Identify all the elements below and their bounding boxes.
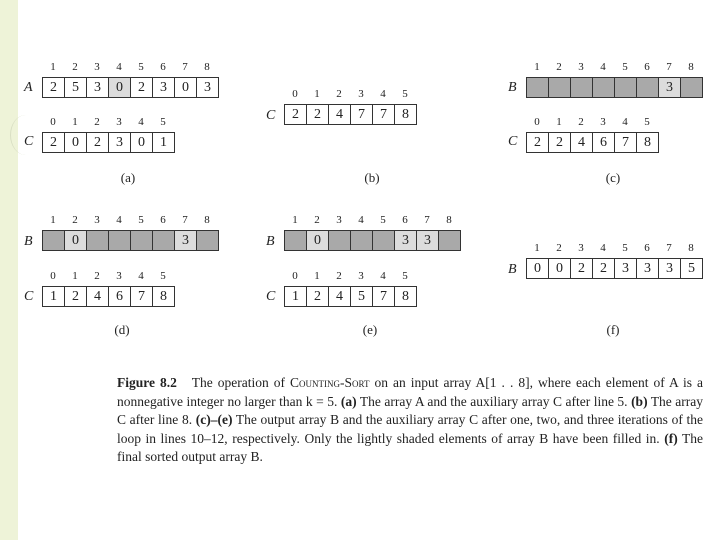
array-cell xyxy=(131,231,153,250)
array-index: 2 xyxy=(556,242,562,254)
array-cell: 0 xyxy=(527,259,549,278)
array-index: 8 xyxy=(688,61,694,73)
array-cell: 4 xyxy=(571,133,593,152)
array-label-b: B xyxy=(508,80,517,95)
caption-ce-text: The output array B and the auxiliary array C after one, two, and three iterations of the loop in lines 10–12, respectively. Only the lightly shaded elements of array B have been filled in. xyxy=(117,412,703,446)
array-cell: 1 xyxy=(285,287,307,306)
array-index: 6 xyxy=(644,242,650,254)
array-cell xyxy=(593,78,615,97)
array-c xyxy=(42,132,175,153)
array-cell: 3 xyxy=(659,78,681,97)
array-index: 2 xyxy=(72,214,78,226)
array-index: 6 xyxy=(644,61,650,73)
array-b xyxy=(526,258,703,279)
figure-caption xyxy=(117,374,703,467)
array-index: 3 xyxy=(578,61,584,73)
array-cell: 0 xyxy=(65,231,87,250)
array-cell xyxy=(351,231,373,250)
array-index: 3 xyxy=(336,214,342,226)
array-index: 8 xyxy=(204,214,210,226)
array-cell xyxy=(527,78,549,97)
array-index: 0 xyxy=(534,116,540,128)
array-b xyxy=(284,230,461,251)
array-index: 8 xyxy=(446,214,452,226)
array-index: 2 xyxy=(336,88,342,100)
array-cell: 3 xyxy=(659,259,681,278)
array-cell: 7 xyxy=(351,105,373,124)
array-index: 1 xyxy=(50,61,56,73)
array-cell xyxy=(681,78,702,97)
array-label-b: B xyxy=(24,234,33,249)
array-index: 3 xyxy=(358,270,364,282)
array-index: 6 xyxy=(402,214,408,226)
array-index: 1 xyxy=(534,242,540,254)
array-cell xyxy=(87,231,109,250)
array-c xyxy=(284,286,417,307)
array-cell: 2 xyxy=(65,287,87,306)
array-index: 0 xyxy=(292,88,298,100)
array-b xyxy=(42,230,219,251)
array-cell: 7 xyxy=(373,105,395,124)
array-cell: 4 xyxy=(329,105,351,124)
array-cell: 2 xyxy=(549,133,571,152)
array-index: 1 xyxy=(556,116,562,128)
array-cell: 7 xyxy=(615,133,637,152)
array-index: 5 xyxy=(160,270,166,282)
array-index: 5 xyxy=(138,61,144,73)
array-label-c: C xyxy=(266,108,276,123)
array-index: 2 xyxy=(556,61,562,73)
array-cell xyxy=(373,231,395,250)
array-index: 5 xyxy=(622,61,628,73)
array-index: 4 xyxy=(138,116,144,128)
array-index: 6 xyxy=(160,214,166,226)
array-cell: 0 xyxy=(549,259,571,278)
array-cell: 2 xyxy=(43,78,65,97)
array-c xyxy=(284,104,417,125)
array-index: 8 xyxy=(204,61,210,73)
array-index: 0 xyxy=(292,270,298,282)
array-cell xyxy=(43,231,65,250)
array-cell: 3 xyxy=(153,78,175,97)
caption-text-1: The operation of xyxy=(191,375,285,390)
array-a xyxy=(42,77,219,98)
array-cell: 8 xyxy=(395,105,416,124)
array-cell: 3 xyxy=(109,133,131,152)
array-index: 0 xyxy=(50,270,56,282)
array-cell xyxy=(549,78,571,97)
array-label-c: C xyxy=(24,134,34,149)
array-index: 7 xyxy=(182,214,188,226)
caption-a-text: The array A and the auxiliary array C after line 5. xyxy=(359,393,628,409)
caption-ce-label: (c)–(e) xyxy=(195,412,233,428)
array-cell: 2 xyxy=(285,105,307,124)
array-index: 5 xyxy=(160,116,166,128)
panel-caption-a: (a) xyxy=(120,170,136,185)
array-cell: 2 xyxy=(527,133,549,152)
array-cell: 7 xyxy=(131,287,153,306)
array-cell: 2 xyxy=(307,287,329,306)
array-cell: 0 xyxy=(175,78,197,97)
panel-caption-f: (f) xyxy=(606,322,620,337)
array-index: 0 xyxy=(50,116,56,128)
caption-b-label: (b) xyxy=(631,393,648,409)
array-index: 1 xyxy=(72,270,78,282)
array-index: 3 xyxy=(94,61,100,73)
array-cell: 6 xyxy=(593,133,615,152)
array-cell: 3 xyxy=(175,231,197,250)
array-cell xyxy=(285,231,307,250)
array-cell xyxy=(329,231,351,250)
panel-caption-e: (e) xyxy=(362,322,378,337)
caption-f-text: The final sorted output array B. xyxy=(117,430,703,465)
caption-b-text: The array C after line 8. xyxy=(117,393,704,428)
array-cell: 2 xyxy=(593,259,615,278)
array-index: 1 xyxy=(314,270,320,282)
array-b xyxy=(526,77,703,98)
array-cell: 8 xyxy=(637,133,658,152)
array-index: 1 xyxy=(50,214,56,226)
array-index: 5 xyxy=(380,214,386,226)
array-index: 4 xyxy=(358,214,364,226)
array-cell xyxy=(439,231,460,250)
array-cell: 4 xyxy=(87,287,109,306)
array-label-b: B xyxy=(508,262,517,277)
panel-caption-b: (b) xyxy=(364,170,380,185)
array-cell: 3 xyxy=(197,78,218,97)
array-index: 3 xyxy=(578,242,584,254)
array-cell xyxy=(637,78,659,97)
array-index: 5 xyxy=(644,116,650,128)
array-index: 5 xyxy=(402,270,408,282)
array-cell: 0 xyxy=(307,231,329,250)
array-cell: 8 xyxy=(395,287,416,306)
array-cell xyxy=(197,231,218,250)
array-index: 4 xyxy=(600,242,606,254)
array-index: 2 xyxy=(336,270,342,282)
array-index: 3 xyxy=(116,270,122,282)
array-cell: 2 xyxy=(43,133,65,152)
array-cell: 3 xyxy=(417,231,439,250)
array-cell: 5 xyxy=(351,287,373,306)
caption-a-label: (a) xyxy=(340,393,357,409)
array-index: 4 xyxy=(622,116,628,128)
array-cell: 3 xyxy=(637,259,659,278)
array-index: 2 xyxy=(314,214,320,226)
array-index: 4 xyxy=(138,270,144,282)
array-cell: 0 xyxy=(109,78,131,97)
caption-text-2: on an input array A[1 . . 8], where each element of A is a nonnegative integer no larger than k = 5. xyxy=(117,375,704,409)
array-label-c: C xyxy=(24,289,34,304)
array-cell: 8 xyxy=(153,287,174,306)
array-index: 3 xyxy=(116,116,122,128)
array-cell: 0 xyxy=(131,133,153,152)
array-index: 4 xyxy=(600,61,606,73)
panel-caption-d: (d) xyxy=(114,322,130,337)
array-index: 2 xyxy=(94,270,100,282)
array-index: 3 xyxy=(358,88,364,100)
array-cell: 3 xyxy=(615,259,637,278)
array-cell: 5 xyxy=(681,259,702,278)
array-cell: 2 xyxy=(87,133,109,152)
array-label-a: A xyxy=(24,80,33,95)
array-label-c: C xyxy=(508,134,518,149)
caption-f-label: (f) xyxy=(664,430,678,446)
array-index: 2 xyxy=(72,61,78,73)
array-cell: 7 xyxy=(373,287,395,306)
array-label-b: B xyxy=(266,234,275,249)
array-cell: 4 xyxy=(329,287,351,306)
array-index: 4 xyxy=(116,61,122,73)
array-index: 1 xyxy=(314,88,320,100)
array-cell xyxy=(571,78,593,97)
array-index: 1 xyxy=(292,214,298,226)
array-index: 7 xyxy=(666,242,672,254)
array-index: 1 xyxy=(534,61,540,73)
array-index: 4 xyxy=(116,214,122,226)
array-index: 3 xyxy=(600,116,606,128)
array-index: 1 xyxy=(72,116,78,128)
caption-algo-name: Counting-Sort xyxy=(290,375,370,390)
array-cell xyxy=(153,231,175,250)
array-cell: 2 xyxy=(131,78,153,97)
array-index: 5 xyxy=(622,242,628,254)
array-index: 7 xyxy=(666,61,672,73)
array-cell: 3 xyxy=(395,231,417,250)
array-cell: 3 xyxy=(87,78,109,97)
array-index: 2 xyxy=(94,116,100,128)
array-cell xyxy=(615,78,637,97)
array-index: 7 xyxy=(424,214,430,226)
array-cell: 5 xyxy=(65,78,87,97)
array-cell: 0 xyxy=(65,133,87,152)
array-index: 4 xyxy=(380,88,386,100)
array-index: 5 xyxy=(138,214,144,226)
caption-figure-label: Figure 8.2 xyxy=(117,375,177,390)
array-index: 3 xyxy=(94,214,100,226)
array-cell: 1 xyxy=(43,287,65,306)
panel-caption-c: (c) xyxy=(605,170,621,185)
array-index: 2 xyxy=(578,116,584,128)
array-label-c: C xyxy=(266,289,276,304)
array-index: 4 xyxy=(380,270,386,282)
array-index: 7 xyxy=(182,61,188,73)
array-index: 5 xyxy=(402,88,408,100)
array-cell: 2 xyxy=(307,105,329,124)
array-cell xyxy=(109,231,131,250)
array-cell: 1 xyxy=(153,133,174,152)
array-index: 8 xyxy=(688,242,694,254)
array-c xyxy=(526,132,659,153)
array-index: 6 xyxy=(160,61,166,73)
array-cell: 2 xyxy=(571,259,593,278)
array-c xyxy=(42,286,175,307)
array-cell: 6 xyxy=(109,287,131,306)
